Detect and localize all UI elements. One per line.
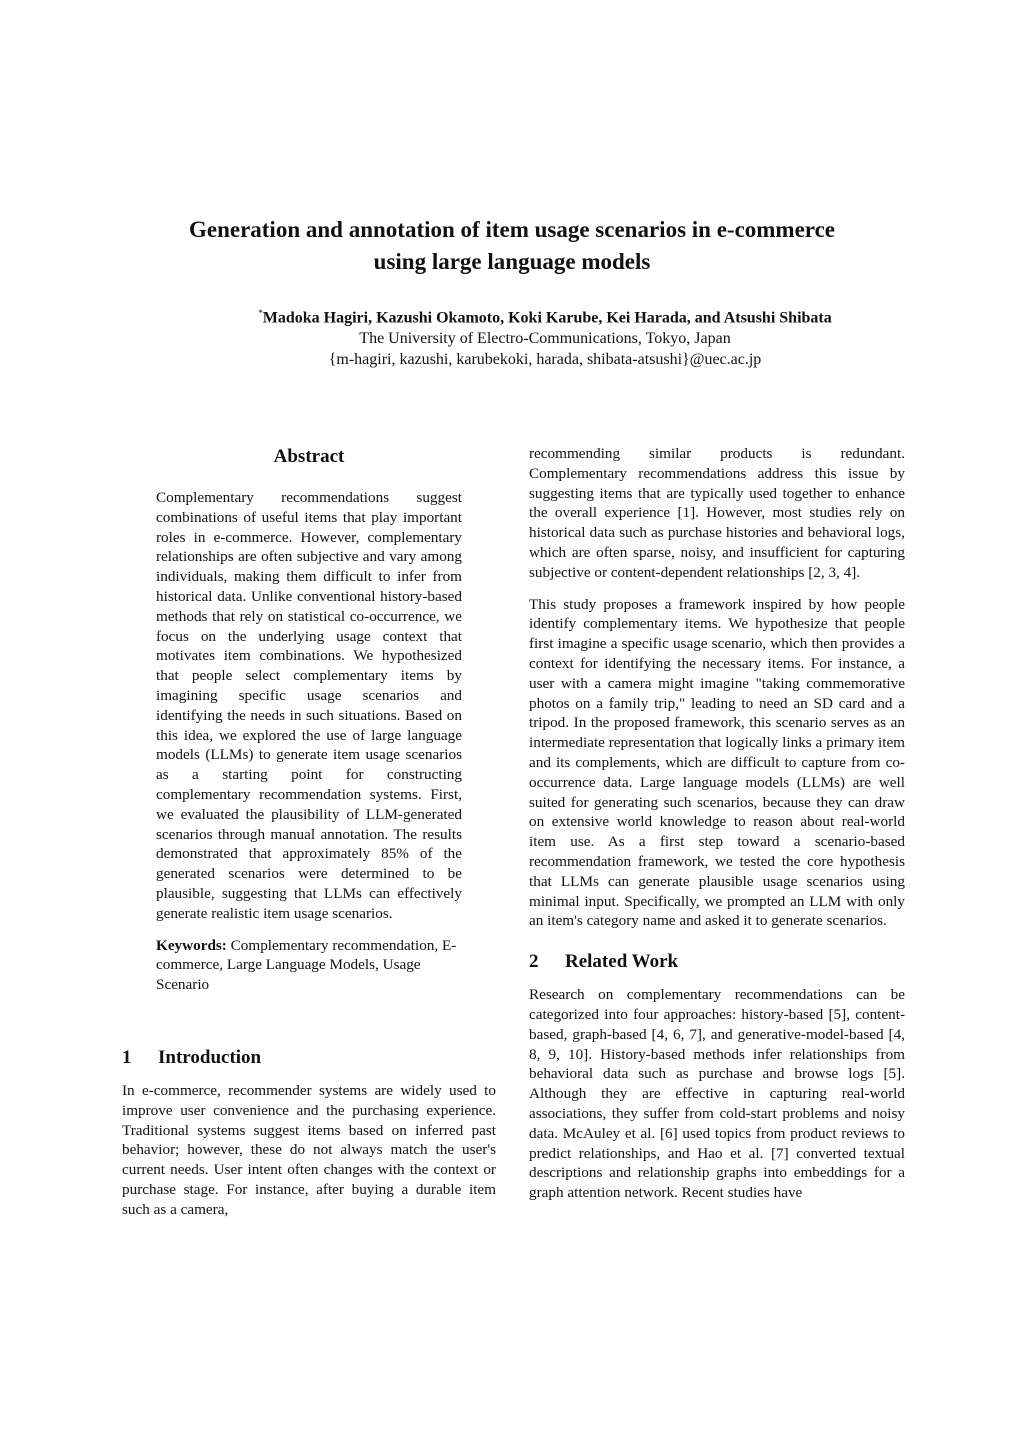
section-number: 2 xyxy=(529,951,539,973)
related-work-paragraph: Research on complementary recommendations can be categorized into four approaches: history-based [5], content-based, graph-based [4, 6, 7], and generative-model-based [4, 8, 9, 10]. History-based methods infer relationships from behavioral data such as purchase and browse logs [5]. Although they are effective in capturing real-world associations, they suffer from cold-start problems and noisy data. McAuley et al. [6] used topics from product reviews to predict relationships, and Hao et al. [7] converted textual descriptions and relationship graphs into embeddings for a graph attention network. Recent studies have xyxy=(529,986,905,1202)
abstract-heading: Abstract xyxy=(273,446,345,467)
author-list xyxy=(220,303,870,328)
section-heading-introduction xyxy=(122,1045,496,1071)
title-block xyxy=(0,214,1024,278)
keywords-text: Complementary recommendation, E-commerce, Large Language Models, Usage Scenario xyxy=(156,936,457,994)
author-emails: {m-hagiri, kazushi, karubekoki, harada, shibata-atsushi}@uec.ac.jp xyxy=(328,351,762,369)
intro-paragraph-1-continued: recommending similar products is redundant. Complementary recommendations address this issue by suggesting items that are typically used together to enhance the overall experience [1]. However, most studies rely on historical data such as purchase histories and behavioral logs, which are often sparse, noisy, and insufficient for capturing subjective or content-dependent relationships [2, 3, 4]. xyxy=(529,445,905,581)
section-number: 1 xyxy=(122,1046,132,1068)
title-line-1: Generation and annotation of item usage scenarios in e-commerce xyxy=(188,217,836,242)
title-line-2: using large language models xyxy=(373,249,651,274)
author-names: Madoka Hagiri, Kazushi Okamoto, Koki Karube, Kei Harada, and Atsushi Shibata xyxy=(262,309,832,327)
paper-title xyxy=(0,214,1024,278)
abstract-section xyxy=(156,444,462,995)
corresponding-author-mark: * xyxy=(258,308,263,318)
section-title: Introduction xyxy=(158,1046,262,1068)
affiliation: The University of Electro-Communications, Tokyo, Japan xyxy=(359,330,731,348)
section-title: Related Work xyxy=(565,951,679,973)
right-column xyxy=(529,444,905,1215)
abstract-text: Complementary recommendations suggest combinations of useful items that play important roles in e-commerce. However, complementary relationships are often subjective and vary among individuals, making them difficult to infer from historical data. Unlike conventional history-based methods that rely on statistical co-occurrence, we focus on the underlying usage context that motivates item combinations. We hypothesized that people select complementary items by imagining specific usage scenarios and identifying the needs in such situations. Based on this idea, we explored the use of large language models (LLMs) to generate item usage scenarios as a starting point for constructing complementary recommendation systems. First, we evaluated the plausibility of LLM-generated scenarios through manual annotation. The results demonstrated that approximately 85% of the generated scenarios were determined to be plausible, suggesting that LLMs can effectively generate realistic item usage scenarios. xyxy=(156,489,462,922)
intro-paragraph-2: This study proposes a framework inspired by how people identify complementary items. We hypothesize that people first imagine a specific usage scenario, which then provides a context for identifying the necessary items. For instance, a user with a camera might imagine "taking commemorative photos on a family trip," leading to need an SD card and a tripod. In the proposed framework, this scenario serves as an intermediate representation that logically links a primary item and its complements, which are difficult to capture from co-occurrence data. Large language models (LLMs) are well suited for generating such scenarios, because they can draw on extensive world knowledge to reason about real-world item use. As a first step toward a scenario-based recommendation framework, we tested the core hypothesis that LLMs can generate plausible usage scenarios using minimal input. Specifically, we prompted an LLM with only an item's category name and asked it to generate scenarios. xyxy=(529,595,905,930)
keywords xyxy=(156,936,462,995)
section-heading-related-work xyxy=(529,949,905,975)
authors-block xyxy=(220,303,870,370)
left-column xyxy=(122,444,496,1232)
intro-paragraph-1-start: In e-commerce, recommender systems are widely used to improve user convenience and the purchasing experience. Traditional systems suggest items based on inferred past behavior; however, these do not always match the user's current needs. User intent often changes with the context or purchase stage. For instance, after buying a durable item such as a camera, xyxy=(122,1081,496,1218)
keywords-label: Keywords: xyxy=(156,936,227,954)
